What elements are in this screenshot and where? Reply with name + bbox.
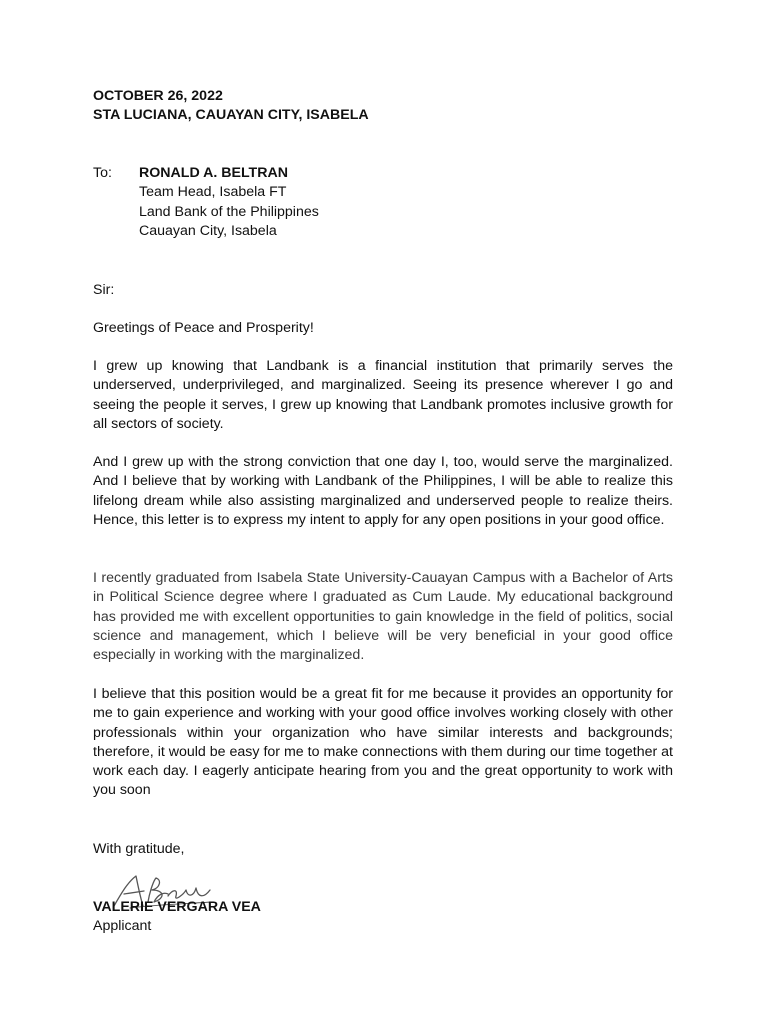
body-paragraph-4: I believe that this position would be a great fit for me because it provides an opportunity for me to gain experience and working with your good office involves working closely with other professionals within your organization who have similar interests and backgrounds; therefore, it would be easy for me to make connections with them during our time together at work each day. I eagerly anticipate hearing from you and the great opportunity to work with you soon bbox=[93, 686, 673, 799]
letter-location: STA LUCIANA, CAUAYAN CITY, ISABELA bbox=[93, 107, 369, 123]
recipient-title: Team Head, Isabela FT bbox=[139, 184, 287, 201]
recipient-block bbox=[139, 164, 319, 241]
body-paragraph-2: And I grew up with the strong conviction that one day I, too, would serve the marginalized. And I believe that by working with Landbank of the Philippines, I will be able to realize this lifelong dream while also assisting marginalized and underserved people to realize theirs. Hence, this letter is to express my intent to apply for any open positions in your good office. bbox=[93, 454, 673, 528]
to-label: To: bbox=[93, 165, 112, 181]
letter-date: OCTOBER 26, 2022 bbox=[93, 88, 223, 104]
recipient-name: RONALD A. BELTRAN bbox=[139, 165, 288, 181]
body-paragraph-1: I grew up knowing that Landbank is a financial institution that primarily serves the underserved, underprivileged, and marginalized. Seeing its presence wherever I go and seeing the people it serves, I grew up knowing that Landbank promotes inclusive growth for all sectors of society. bbox=[93, 358, 673, 432]
salutation: Sir: bbox=[93, 282, 115, 298]
recipient-city: Cauayan City, Isabela bbox=[139, 222, 277, 239]
signatory-role: Applicant bbox=[93, 918, 152, 934]
signatory-name: VALERIE VERGARA VEA bbox=[93, 899, 261, 915]
body-paragraph-3: I recently graduated from Isabela State University-Cauayan Campus with a Bachelor of Arts in Political Science degree where I graduated as Cum Laude. My educational background has provided me with excellent opportunities to gain knowledge in the field of politics, social science and management, which I believe will be very beneficial in your good office especially in working with the marginalized. bbox=[93, 570, 673, 664]
recipient-organization: Land Bank of the Philippines bbox=[139, 203, 319, 220]
greeting: Greetings of Peace and Prosperity! bbox=[93, 320, 314, 336]
closing: With gratitude, bbox=[93, 841, 185, 857]
